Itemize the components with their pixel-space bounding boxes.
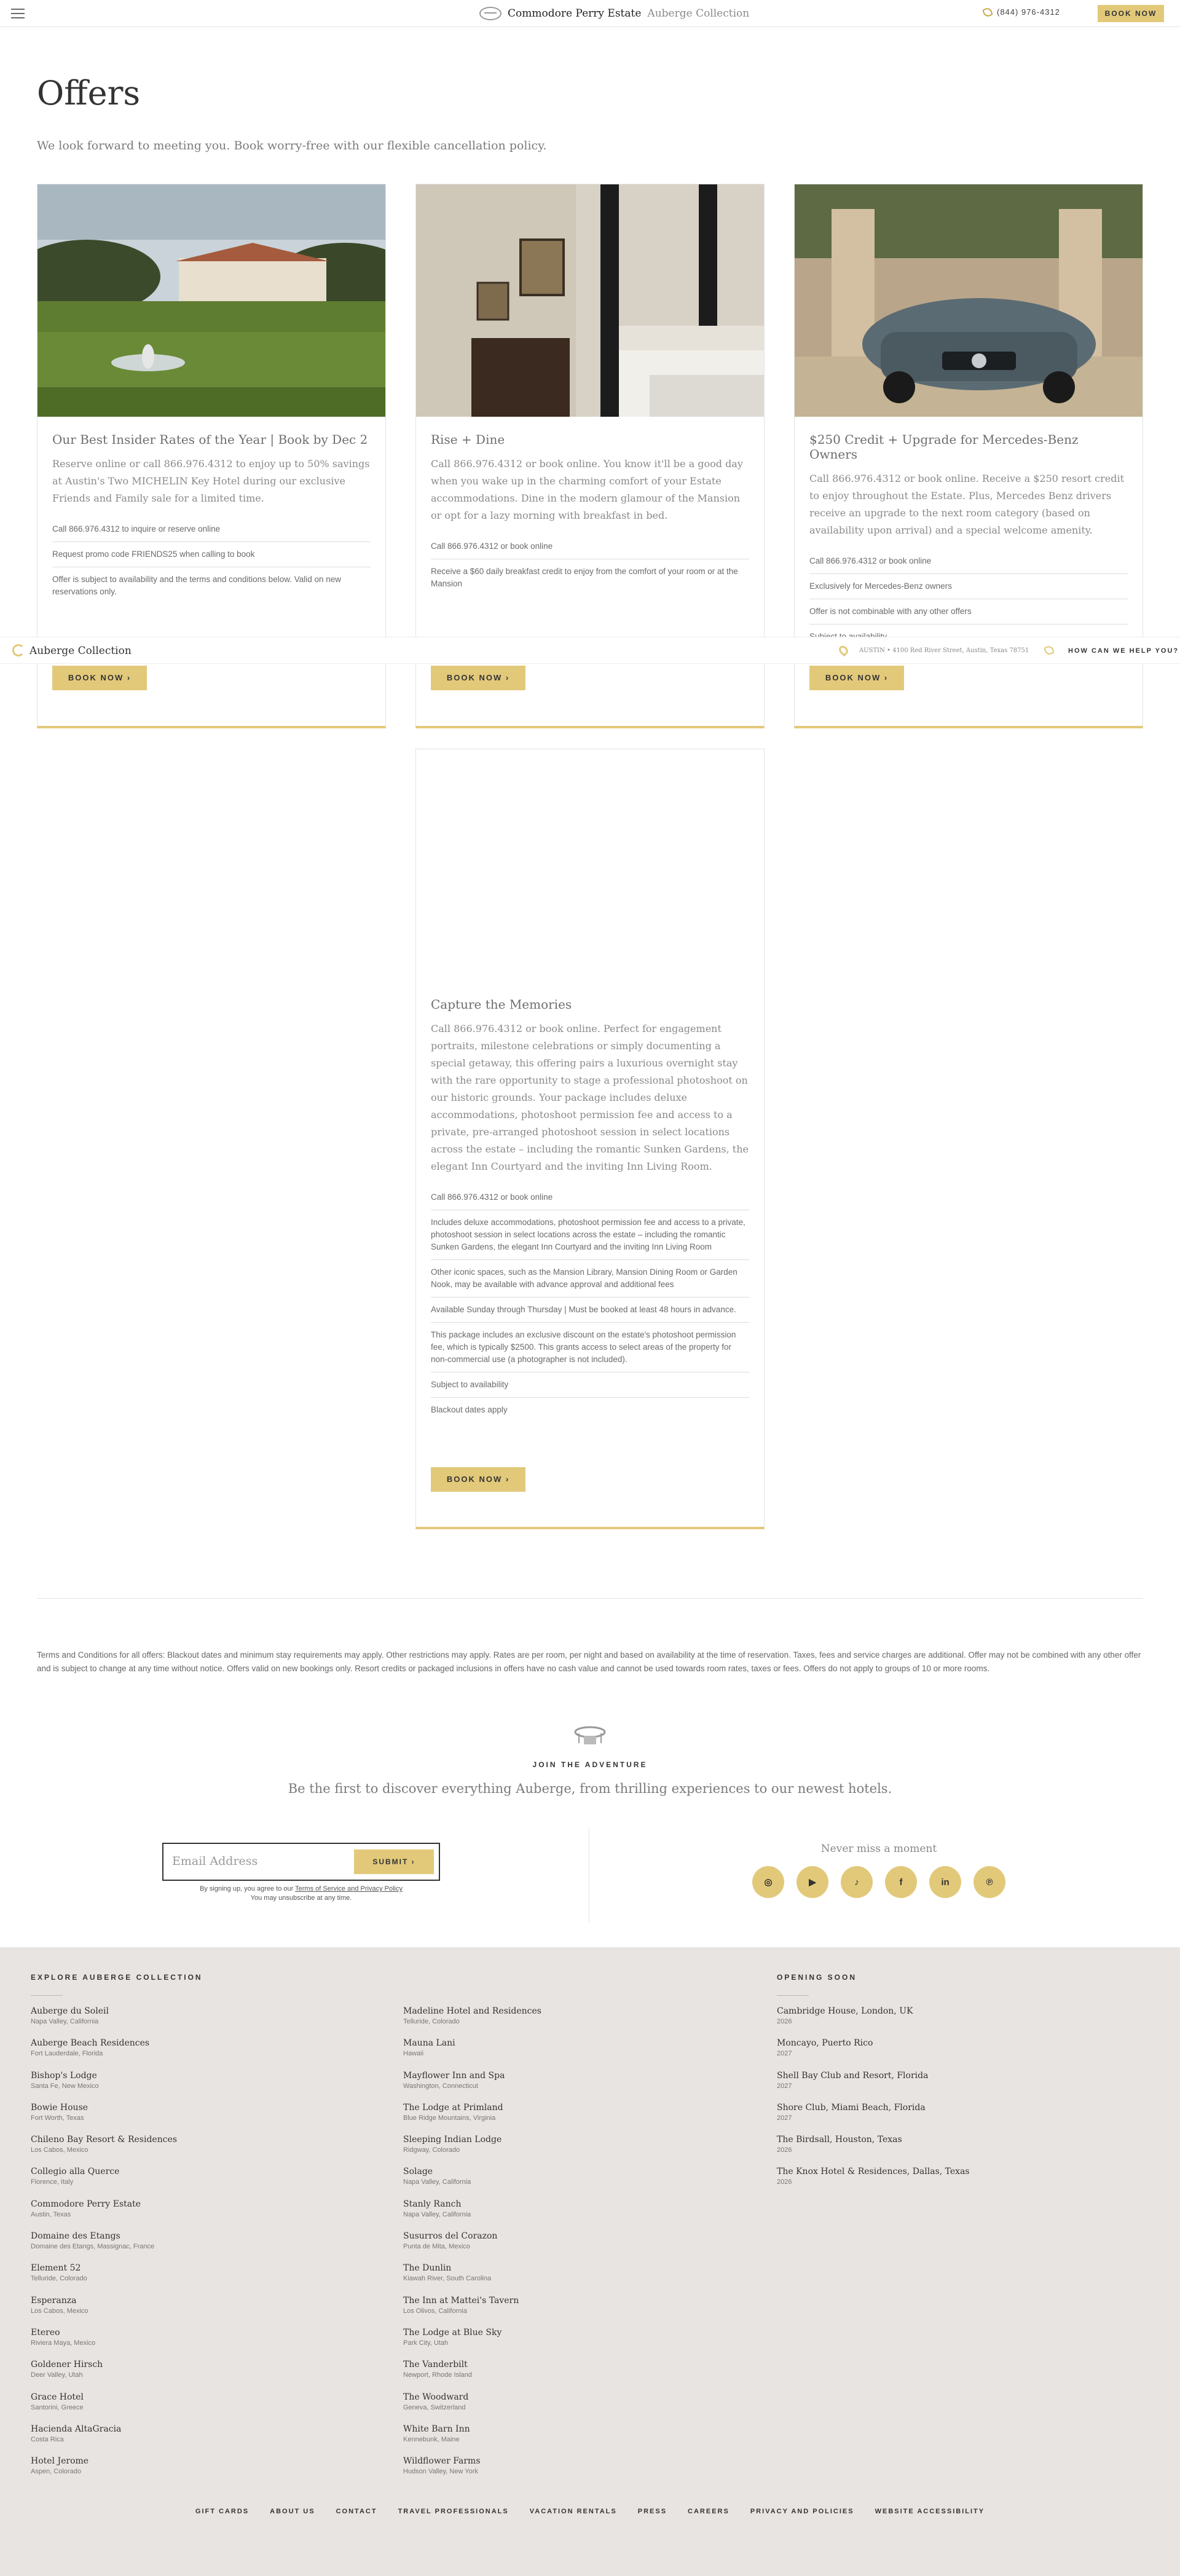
hotel-name: Stanly Ranch — [403, 2199, 462, 2209]
hotel-name: Madeline Hotel and Residences — [403, 2006, 541, 2016]
unsubscribe-text: You may unsubscribe at any time. — [250, 1894, 352, 1902]
footer-link[interactable]: CAREERS — [688, 2508, 730, 2515]
sticky-brand[interactable]: Auberge Collection — [30, 645, 132, 657]
heading-rule — [777, 1995, 809, 1996]
hotel-list-item[interactable] — [31, 2135, 177, 2167]
hotel-name: The Lodge at Blue Sky — [403, 2327, 502, 2338]
youtube-icon[interactable]: ▶ — [796, 1866, 828, 1898]
hotel-list-item[interactable] — [403, 2167, 541, 2199]
page-intro: We look forward to meeting you. Book worry-free with our flexible cancellation policy. — [37, 139, 547, 152]
brand-name: Commodore Perry Estate — [508, 7, 642, 20]
instagram-icon[interactable]: ◎ — [752, 1866, 784, 1898]
offer-image — [416, 184, 764, 417]
hotel-list-item[interactable] — [403, 2103, 541, 2135]
hotel-list-item[interactable] — [403, 2006, 541, 2038]
footer-link[interactable]: ABOUT US — [270, 2508, 315, 2515]
hotel-name: Moncayo, Puerto Rico — [777, 2038, 873, 2049]
hotel-name: Bishop's Lodge — [31, 2070, 97, 2081]
hotel-location: Austin, Texas — [31, 2210, 71, 2218]
hotel-location: Florence, Italy — [31, 2178, 74, 2186]
hotel-name: Hacienda AltaGracia — [31, 2424, 122, 2434]
hotel-name: The Woodward — [403, 2392, 469, 2402]
hotel-list-item[interactable] — [403, 2456, 541, 2488]
hotel-location: Ridgway, Colorado — [403, 2146, 460, 2154]
hotel-list-col-1 — [31, 2006, 177, 2488]
hotel-location: 2027 — [777, 2050, 792, 2058]
hotel-name: Mauna Lani — [403, 2038, 455, 2049]
auberge-logo-icon — [12, 644, 25, 656]
hotel-list-col-2 — [403, 2006, 541, 2488]
facebook-icon[interactable]: f — [885, 1866, 917, 1898]
header-phone-number: (844) 976-4312 — [997, 7, 1060, 17]
hotel-name: The Lodge at Primland — [403, 2102, 503, 2113]
hotel-name: Shell Bay Club and Resort, Florida — [777, 2070, 929, 2081]
offer-description: Reserve online or call 866.976.4312 to enjoy up to 50% savings at Austin's Two MICHELIN Key Hotel during our exclusive Friends and Family sale for a limited time. — [52, 458, 370, 504]
footer — [0, 1947, 1180, 2576]
hotel-location: 2026 — [777, 2146, 792, 2154]
newsletter-fine-print — [162, 1885, 440, 1903]
offer-image-placeholder — [416, 749, 764, 982]
offer-body — [809, 432, 1128, 649]
offer-detail-item: Call 866.976.4312 to inquire or reserve online — [52, 517, 371, 542]
explore-heading: EXPLORE AUBERGE COLLECTION — [31, 1973, 203, 1982]
hotel-location: 2026 — [777, 2178, 792, 2186]
footer-link[interactable]: TRAVEL PROFESSIONALS — [398, 2508, 509, 2515]
linkedin-icon[interactable]: in — [929, 1866, 961, 1898]
brand-subtitle: Auberge Collection — [647, 7, 750, 20]
hotel-name: White Barn Inn — [403, 2424, 470, 2434]
offer-title: Our Best Insider Rates of the Year | Book by Dec 2 — [52, 432, 368, 447]
hotel-location: Aspen, Colorado — [31, 2468, 81, 2476]
heading-rule — [31, 1995, 63, 1996]
offer-details — [52, 517, 371, 604]
hotel-name: Bowie House — [31, 2102, 88, 2113]
offer-image — [795, 184, 1143, 417]
hotel-location: 2027 — [777, 2082, 792, 2090]
hotel-list-item[interactable] — [31, 2071, 177, 2103]
hotel-name: Auberge Beach Residences — [31, 2038, 150, 2049]
offer-book-now-button[interactable]: BOOK NOW › — [52, 666, 147, 690]
hotel-name: Sleeping Indian Lodge — [403, 2135, 502, 2145]
newsletter-submit-button[interactable]: SUBMIT › — [354, 1849, 434, 1874]
offer-detail-item: Blackout dates apply — [431, 1405, 508, 1414]
hotel-name: Collegio alla Querce — [31, 2167, 120, 2177]
newsletter-title: Be the first to discover everything Auberge, from thrilling experiences to our newest hotels. — [288, 1781, 892, 1796]
offer-description: Call 866.976.4312 or book online. Perfect for engagement portraits, milestone celebrations or simply documenting a special getaway, this offering pairs a luxurious overnight stay with the rare opportunity to stage a professional photoshoot on our historic grounds. Your package includes deluxe accommodations, photoshoot permission fee and access to a private, pre-arranged photoshoot session in select locations across the estate – including the romantic Sunken Gardens, the elegant Inn Courtyard and the inviting Inn Living Room. — [431, 1023, 749, 1172]
offer-card — [415, 749, 765, 1529]
tiktok-icon[interactable]: ♪ — [841, 1866, 873, 1898]
hotel-list-item[interactable] — [777, 2135, 970, 2167]
footer-links — [0, 2508, 1180, 2515]
menu-icon[interactable] — [11, 9, 25, 18]
hotel-location: Washington, Connecticut — [403, 2082, 478, 2090]
hotel-location: Riviera Maya, Mexico — [31, 2339, 96, 2347]
hotel-list-item[interactable] — [403, 2424, 541, 2456]
hotel-name: Grace Hotel — [31, 2392, 84, 2402]
offer-detail-item: Other iconic spaces, such as the Mansion Library, Mansion Dining Room or Garden Nook, may be available with advance approval and additional fees — [431, 1260, 749, 1298]
help-button[interactable]: HOW CAN WE HELP YOU? — [1068, 647, 1179, 655]
hotel-location: Santa Fe, New Mexico — [31, 2082, 99, 2090]
hotel-location: Napa Valley, California — [31, 2018, 99, 2025]
offer-detail-item: This package includes an exclusive discount on the estate's photoshoot permission fee, which is typically $2500. This grants access to select areas of the property for non-commercial use (a photographer is not included). — [431, 1323, 749, 1373]
hotel-name: Chileno Bay Resort & Residences — [31, 2135, 178, 2145]
offer-details — [431, 534, 749, 596]
hotel-list-item[interactable] — [403, 2231, 541, 2263]
terms-link[interactable]: Terms of Service and Privacy Policy — [295, 1885, 403, 1893]
offer-detail-item: Includes deluxe accommodations, photoshoot permission fee and access to a private, photoshoot session in select locations across the estate – including the romantic Sunken Gardens, the elegant Inn Courtyard and the inviting Inn Living Room — [431, 1210, 749, 1260]
hotel-name: The Vanderbilt — [403, 2360, 468, 2370]
offer-detail-item: Offer is not combinable with any other offers — [809, 599, 1128, 624]
book-now-label: BOOK NOW — [446, 1475, 503, 1484]
social-title: Never miss a moment — [820, 1843, 937, 1855]
hotel-location: 2026 — [777, 2018, 792, 2025]
hotel-list-item[interactable] — [31, 2263, 177, 2295]
hotel-location: Napa Valley, California — [403, 2210, 471, 2218]
hotel-name: Auberge du Soleil — [31, 2006, 109, 2016]
offer-title: Capture the Memories — [431, 997, 572, 1012]
offer-detail-item: Exclusively for Mercedes-Benz owners — [809, 574, 1128, 599]
hotel-list-item[interactable] — [403, 2328, 541, 2360]
hotel-name: Esperanza — [31, 2295, 77, 2306]
hotel-list-item[interactable] — [31, 2456, 177, 2488]
footer-link[interactable]: WEBSITE ACCESSIBILITY — [875, 2508, 985, 2515]
offer-details — [809, 549, 1128, 649]
hotel-name: The Knox Hotel & Residences, Dallas, Texas — [777, 2167, 970, 2177]
hotel-list-item[interactable] — [777, 2167, 970, 2199]
hotel-location: Costa Rica — [31, 2435, 64, 2443]
hotel-list-item[interactable] — [403, 2199, 541, 2231]
hotel-name: Susurros del Corazon — [403, 2231, 498, 2242]
hotel-list-item[interactable] — [31, 2006, 177, 2038]
hotel-location: Los Cabos, Mexico — [31, 2307, 88, 2315]
offer-body — [431, 432, 749, 596]
hotel-list-item[interactable] — [777, 2071, 970, 2103]
book-now-label: BOOK NOW — [825, 673, 881, 682]
hotel-location: Punta de Mita, Mexico — [403, 2243, 470, 2251]
sticky-location-bar — [0, 637, 1180, 664]
footer-link[interactable]: GIFT CARDS — [195, 2508, 250, 2515]
offer-details — [431, 1185, 749, 1422]
hotel-name: The Dunlin — [403, 2263, 452, 2274]
submit-label: SUBMIT — [372, 1857, 409, 1866]
hotel-location: Newport, Rhode Island — [403, 2371, 472, 2379]
hotel-location: Domaine des Etangs, Massignac, France — [31, 2243, 155, 2251]
hotel-location: Geneva, Switzerland — [403, 2403, 466, 2411]
book-now-label: BOOK NOW — [68, 673, 124, 682]
hotel-list-item[interactable] — [777, 2103, 970, 2135]
hotel-list-item[interactable] — [403, 2392, 541, 2424]
hotel-location: Fort Lauderdale, Florida — [31, 2050, 103, 2058]
hotel-location: 2027 — [777, 2114, 792, 2122]
hotel-name: Goldener Hirsch — [31, 2360, 103, 2370]
hotel-name: Wildflower Farms — [403, 2456, 481, 2467]
hotel-location: Kiawah River, South Carolina — [403, 2275, 492, 2283]
hotel-list-item[interactable] — [777, 2038, 970, 2070]
section-divider — [37, 1598, 1143, 1599]
offer-book-now-button[interactable]: BOOK NOW › — [431, 666, 525, 690]
footer-link[interactable]: PRESS — [637, 2508, 667, 2515]
hotel-name: Mayflower Inn and Spa — [403, 2070, 505, 2081]
hotel-name: Hotel Jerome — [31, 2456, 89, 2467]
header-book-now-button[interactable]: BOOK NOW — [1098, 5, 1164, 22]
hotel-location: Park City, Utah — [403, 2339, 449, 2347]
hotel-list-item[interactable] — [31, 2167, 177, 2199]
hotel-location: Napa Valley, California — [403, 2178, 471, 2186]
hotel-name: Commodore Perry Estate — [31, 2199, 141, 2209]
offer-detail-item: Subject to availability — [431, 1373, 749, 1398]
footer-link[interactable]: PRIVACY AND POLICIES — [750, 2508, 854, 2515]
hotel-list-item[interactable] — [403, 2263, 541, 2295]
hotel-list-item[interactable] — [31, 2038, 177, 2070]
fine-print-text: By signing up, you agree to our — [200, 1885, 294, 1893]
map-pin-icon — [837, 644, 850, 657]
offer-body — [431, 997, 749, 1422]
email-field[interactable] — [172, 1854, 344, 1868]
offer-detail-item: Call 866.976.4312 or book online — [431, 534, 749, 559]
offer-title: Rise + Dine — [431, 432, 505, 447]
hotel-location: Telluride, Colorado — [31, 2275, 87, 2283]
hotel-name: Solage — [403, 2167, 433, 2177]
footer-link[interactable]: VACATION RENTALS — [529, 2508, 617, 2515]
hotel-location: Los Olivos, California — [403, 2307, 467, 2315]
hotel-location: Hawaii — [403, 2050, 424, 2058]
hotel-list-item[interactable] — [403, 2135, 541, 2167]
hotel-name: Element 52 — [31, 2263, 81, 2274]
newsletter-kicker: JOIN THE ADVENTURE — [532, 1760, 648, 1769]
sticky-address[interactable]: AUSTIN • 4100 Red River Street, Austin, Texas 78751 — [859, 647, 1029, 654]
top-header — [0, 0, 1180, 27]
newsletter-form — [162, 1843, 440, 1881]
offer-title: $250 Credit + Upgrade for Mercedes-Benz Owners — [809, 432, 1079, 462]
offer-detail-item: Request promo code FRIENDS25 when calling to book — [52, 542, 371, 567]
hotel-name: The Birdsall, Houston, Texas — [777, 2135, 902, 2145]
opening-soon-list — [777, 2006, 970, 2199]
hotel-list-item[interactable] — [31, 2296, 177, 2328]
page-title: Offers — [37, 74, 141, 112]
offer-detail-item: Call 866.976.4312 or book online — [809, 549, 1128, 574]
brand[interactable] — [479, 5, 749, 22]
offer-image — [37, 184, 385, 417]
hotel-list-item[interactable] — [31, 2360, 177, 2392]
social-links — [752, 1866, 1005, 1898]
hotel-list-item[interactable] — [403, 2360, 541, 2392]
offer-detail-item: Call 866.976.4312 or book online — [431, 1185, 749, 1210]
hotel-list-item[interactable] — [403, 2071, 541, 2103]
hotel-list-item[interactable] — [403, 2296, 541, 2328]
header-phone[interactable] — [983, 7, 1060, 17]
terms-and-conditions: Terms and Conditions for all offers: Blackout dates and minimum stay requirements may apply. Other restrictions may apply. Rates are per room, per night and based on availability at the time of reservation. Taxes, fees and service charges are additional. Offer may not be combined with any other offer and is subject to change at any time without notice. Offers valid on new bookings only. Resort credits or packaged inclusions in offers have no cash value and cannot be used towards room rates, taxes or fees. Offers do not apply to groups of 10 or more rooms. — [37, 1650, 1141, 1673]
offer-description: Call 866.976.4312 or book online. You know it'll be a good day when you wake up in the charming comfort of your Estate accommodations. Dine in the modern glamour of the Mansion or opt for a lazy morning with breakfast in bed. — [431, 458, 743, 521]
phone-icon — [1044, 645, 1055, 656]
hotel-location: Kennebunk, Maine — [403, 2435, 460, 2443]
hotel-location: Hudson Valley, New York — [403, 2468, 478, 2476]
hotel-name: Cambridge House, London, UK — [777, 2006, 913, 2016]
hotel-location: Los Cabos, Mexico — [31, 2146, 88, 2154]
offer-body — [52, 432, 371, 604]
hotel-list-item[interactable] — [31, 2424, 177, 2456]
hotel-name: Etereo — [31, 2327, 60, 2338]
hotel-location: Blue Ridge Mountains, Virginia — [403, 2114, 496, 2122]
hotel-list-item[interactable] — [403, 2038, 541, 2070]
book-now-label: BOOK NOW — [446, 673, 503, 682]
phone-icon — [982, 7, 993, 18]
opening-soon-heading: OPENING SOON — [777, 1973, 857, 1982]
hotel-location: Deer Valley, Utah — [31, 2371, 83, 2379]
offer-description: Call 866.976.4312 or book online. Receive a $250 resort credit to enjoy throughout the Estate. Plus, Mercedes Benz drivers receive an upgrade to the next room category (based on availability upon arrival) and a special welcome amenity. — [809, 473, 1125, 536]
offer-detail-item: Offer is subject to availability and the terms and conditions below. Valid on new reservations only. — [52, 575, 342, 596]
hotel-location: Santorini, Greece — [31, 2403, 84, 2411]
offer-book-now-button[interactable]: BOOK NOW › — [431, 1467, 525, 1492]
hotel-list-item[interactable] — [31, 2231, 177, 2263]
footer-link[interactable]: CONTACT — [336, 2508, 377, 2515]
hotel-name: The Inn at Mattei's Tavern — [403, 2295, 519, 2306]
estate-logo-icon — [479, 7, 502, 20]
hotel-list-item[interactable] — [31, 2103, 177, 2135]
hotel-list-item[interactable] — [777, 2006, 970, 2038]
hotel-list-item[interactable] — [31, 2328, 177, 2360]
hotel-name: Domaine des Etangs — [31, 2231, 120, 2242]
estate-crest-icon — [573, 1725, 607, 1748]
hotel-list-item[interactable] — [31, 2392, 177, 2424]
pinterest-icon[interactable]: ℗ — [974, 1866, 1005, 1898]
offer-book-now-button[interactable]: BOOK NOW › — [809, 666, 904, 690]
offer-detail-item: Receive a $60 daily breakfast credit to enjoy from the comfort of your room or at the Mansion — [431, 567, 738, 588]
hotel-name: Shore Club, Miami Beach, Florida — [777, 2102, 926, 2113]
hotel-list-item[interactable] — [31, 2199, 177, 2231]
offer-detail-item: Available Sunday through Thursday | Must be booked at least 48 hours in advance. — [431, 1298, 749, 1323]
hotel-location: Telluride, Colorado — [403, 2018, 460, 2025]
hotel-location: Fort Worth, Texas — [31, 2114, 84, 2122]
